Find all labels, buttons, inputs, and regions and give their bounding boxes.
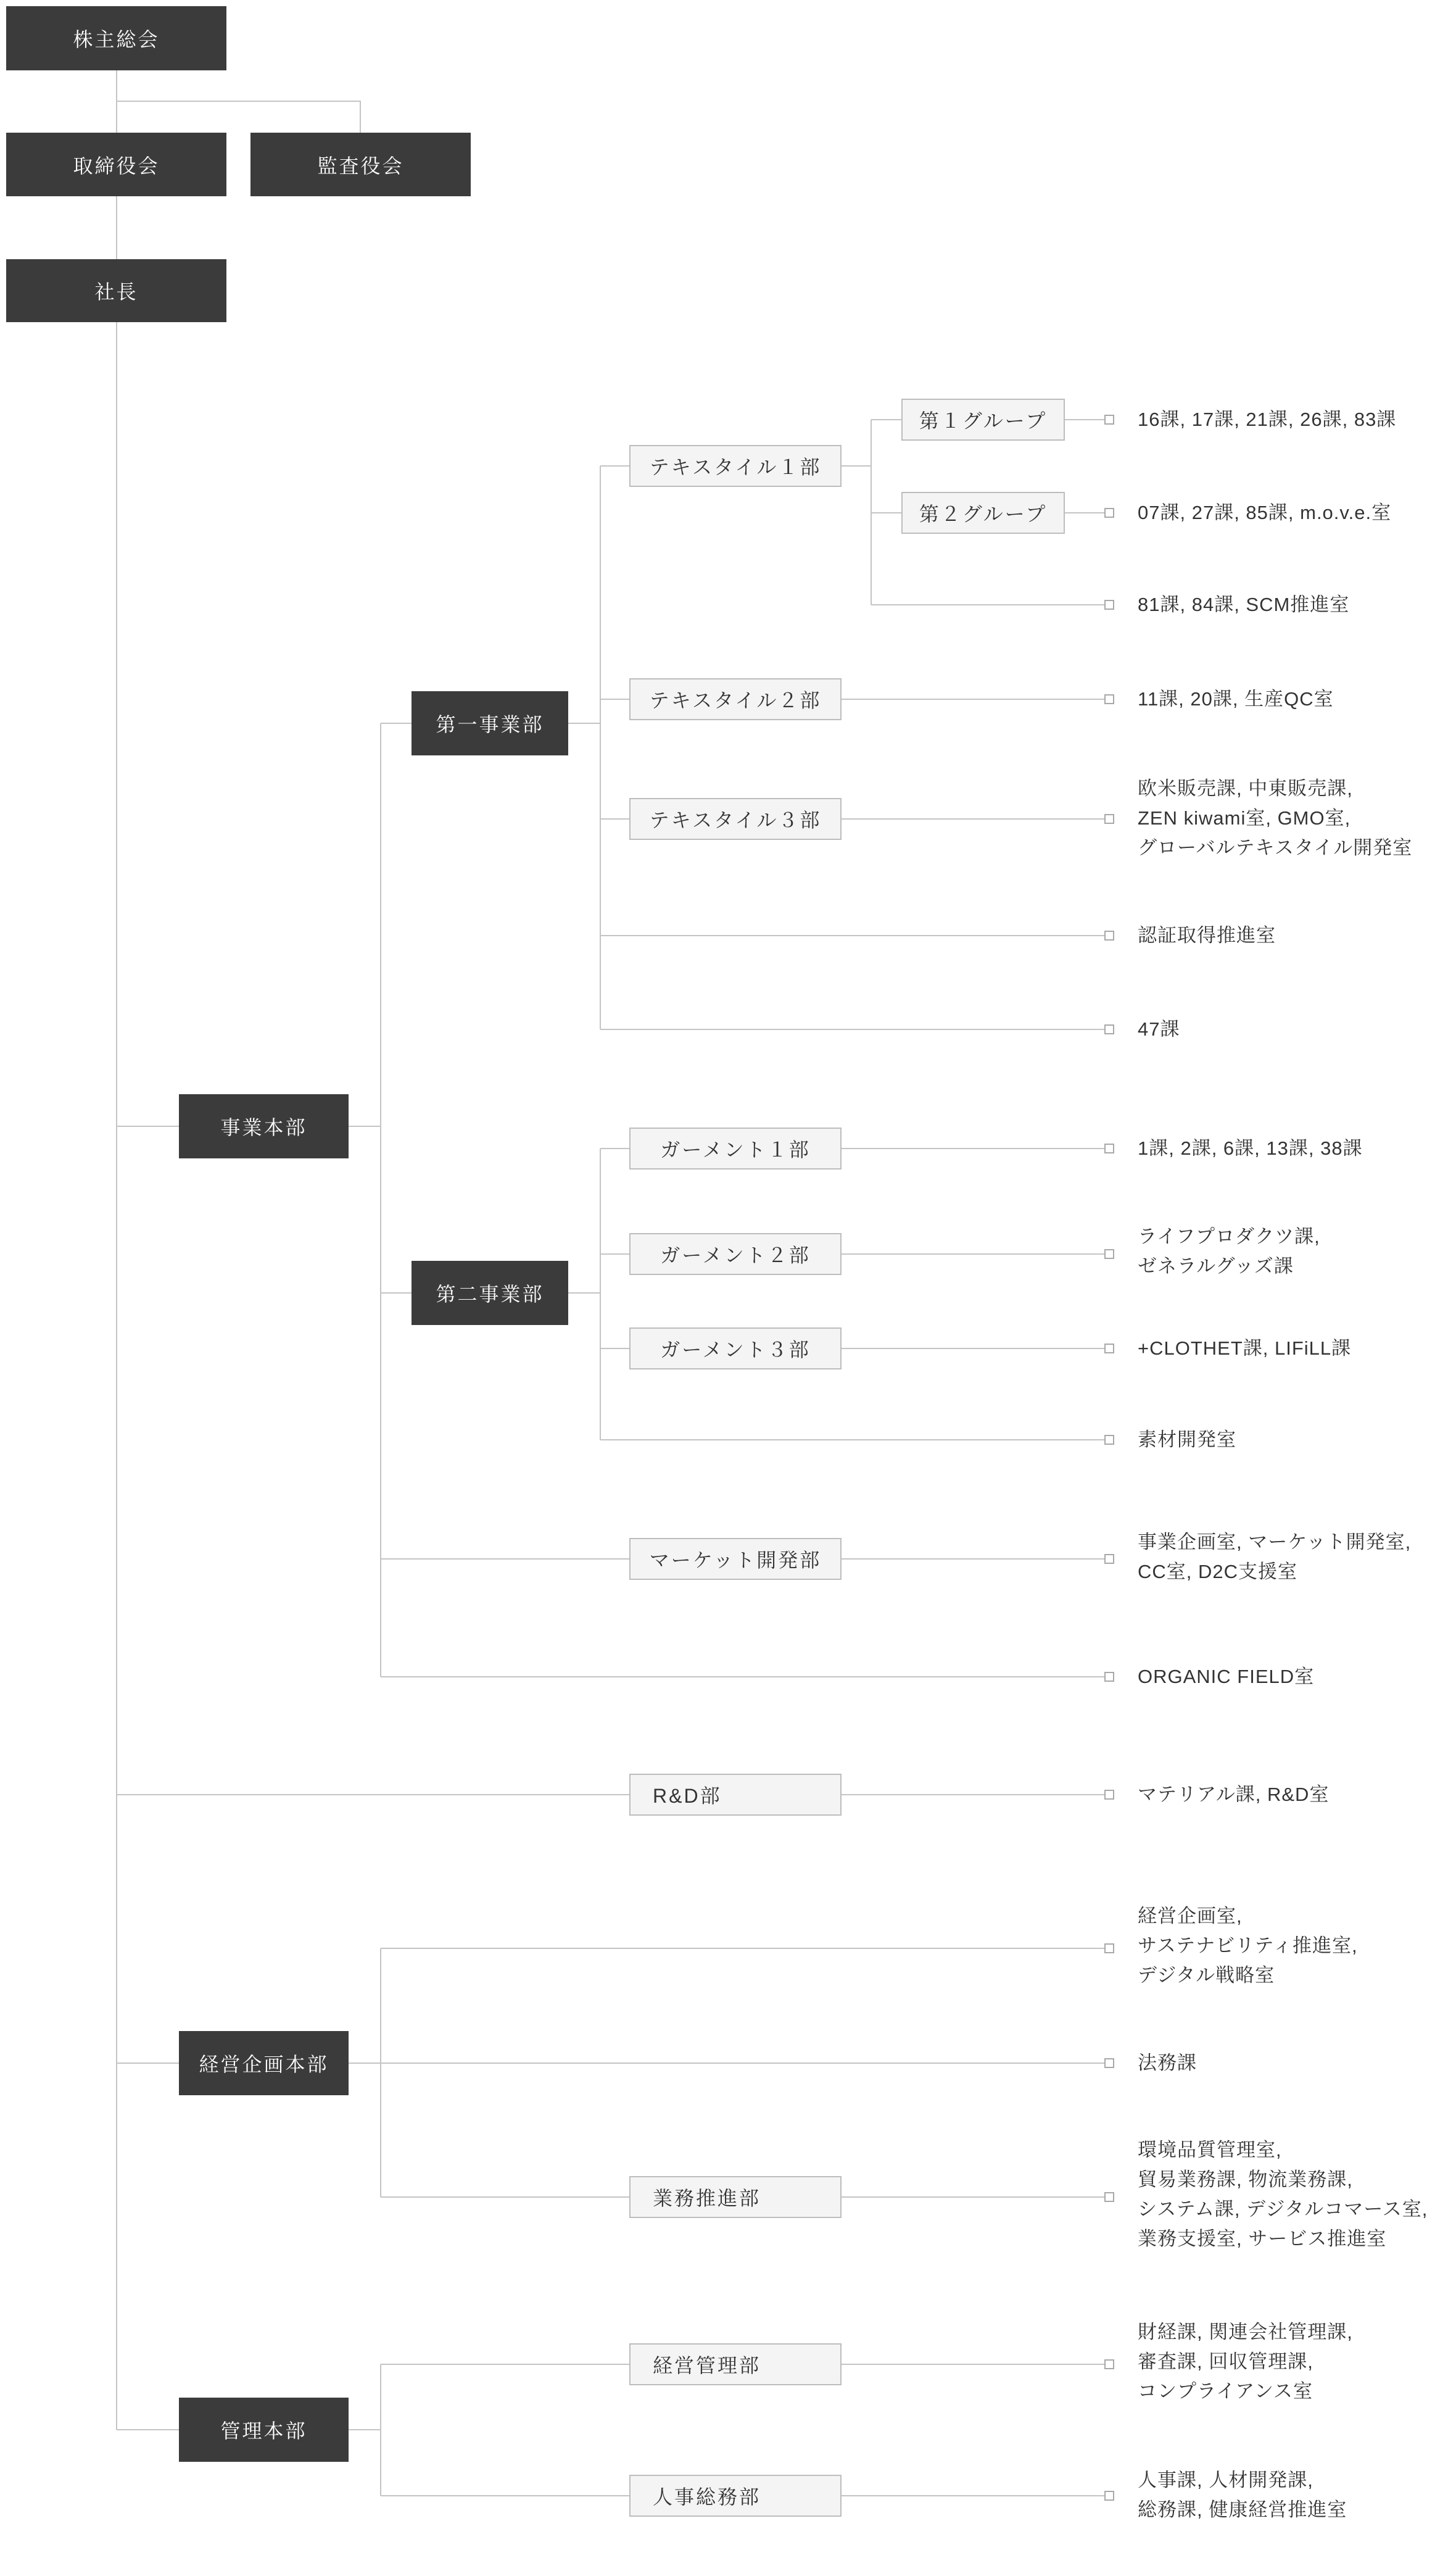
hr-general-affairs-dept-box [629,2475,842,2517]
garment-2-sections-line-2: ゼネラルグッズ課 [1138,1255,1294,1277]
hr-general-affairs-dept-label: 人事総務部 [653,2486,761,2508]
garment-3-dept-label: ガーメント３部 [660,1339,811,1361]
textile-2-sections: 11課, 20課, 生産QC室 [1138,688,1334,710]
president-label: 社長 [94,281,138,303]
garment-1-sections: 1課, 2課, 6課, 13課, 38課 [1138,1137,1363,1159]
ops-sections-line-1: 環境品質管理室, [1138,2139,1282,2161]
business-mgmt-dept-box [629,2343,842,2385]
business-division-label: 事業本部 [220,1116,307,1139]
material-dev-office: 素材開発室 [1138,1429,1236,1450]
market-dev-dept-label: マーケット開発部 [649,1549,822,1571]
planning-sections-line-3: デジタル戦略室 [1138,1964,1275,1986]
group-1-box [901,399,1065,441]
garment-3-dept-box [629,1327,842,1369]
textile-1-direct-sections: 81課, 84課, SCM推進室 [1138,594,1350,615]
planning-division-label: 経営企画本部 [199,2053,329,2075]
garment-2-dept-box [629,1233,842,1275]
garment-1-dept-label: ガーメント１部 [660,1139,811,1161]
textile-3-sections-line-3: グローバルテキスタイル開発室 [1138,837,1413,858]
garment-2-sections-line-1: ライフプロダクツ課, [1138,1226,1320,1247]
ops-promotion-dept-label: 業務推進部 [653,2187,761,2209]
hr-sections-line-1: 人事課, 人材開発課, [1138,2469,1313,2491]
shareholders-meeting-box [6,6,226,70]
business-division-box [179,1094,349,1158]
ops-sections-line-3: システム課, デジタルコマース室, [1138,2198,1428,2220]
planning-sections-line-1: 経営企画室, [1138,1905,1243,1927]
shareholders-meeting-label: 株主総会 [73,28,160,51]
admin-division-label: 管理本部 [220,2420,307,2442]
textile-1-dept-box [629,445,842,487]
business-mgmt-dept-label: 経営管理部 [653,2354,761,2377]
second-business-unit-box [412,1261,568,1325]
ops-sections-line-2: 貿易業務課, 物流業務課, [1138,2169,1353,2190]
board-of-directors-box [6,133,226,196]
board-of-directors-label: 取締役会 [73,154,160,177]
section-47: 47課 [1138,1018,1180,1040]
market-dev-sections-line-1: 事業企画室, マーケット開発室, [1138,1531,1412,1553]
garment-3-sections: +CLOTHET課, LIFiLL課 [1138,1337,1352,1359]
group-2-box [901,492,1065,534]
second-business-unit-label: 第二事業部 [436,1283,544,1305]
admin-division-box [179,2398,349,2462]
president-box [6,259,226,322]
first-business-unit-label: 第一事業部 [436,713,544,736]
rnd-sections: マテリアル課, R&D室 [1138,1784,1330,1805]
rnd-dept-box [629,1774,842,1816]
group-1-label: 第１グループ [919,410,1048,432]
textile-3-dept-box [629,798,842,840]
ops-sections-line-4: 業務支援室, サービス推進室 [1138,2228,1387,2250]
audit-board-box [250,133,471,196]
planning-sections-line-2: サステナビリティ推進室, [1138,1935,1358,1956]
garment-1-dept-box [629,1128,842,1169]
textile-2-dept-box [629,678,842,720]
audit-board-label: 監査役会 [317,154,404,177]
mgmt-sections-line-1: 財経課, 関連会社管理課, [1138,2321,1353,2343]
market-dev-dept-box [629,1538,842,1580]
textile-3-sections-line-1: 欧米販売課, 中東販売課, [1138,778,1353,799]
first-business-unit-box [412,691,568,755]
textile-2-dept-label: テキスタイル２部 [649,689,822,712]
rnd-dept-label: R&D部 [653,1785,722,1807]
hr-sections-line-2: 総務課, 健康経営推進室 [1138,2499,1347,2520]
mgmt-sections-line-3: コンプライアンス室 [1138,2380,1313,2402]
ops-promotion-dept-box [629,2176,842,2218]
market-dev-sections-line-2: CC室, D2C支援室 [1138,1561,1298,1582]
textile-3-dept-label: テキスタイル３部 [649,809,822,831]
group-2-sections: 07課, 27課, 85課, m.o.v.e.室 [1138,502,1392,523]
certification-office: 認証取得推進室 [1138,924,1276,946]
planning-division-box [179,2031,349,2095]
organic-field-office: ORGANIC FIELD室 [1138,1666,1315,1687]
textile-3-sections-line-2: ZEN kiwami室, GMO室, [1138,807,1351,829]
legal-section: 法務課 [1138,2052,1197,2074]
garment-2-dept-label: ガーメント２部 [660,1244,811,1266]
group-2-label: 第２グループ [919,503,1048,525]
mgmt-sections-line-2: 審査課, 回収管理課, [1138,2351,1313,2372]
group-1-sections: 16課, 17課, 21課, 26課, 83課 [1138,409,1397,430]
textile-1-dept-label: テキスタイル１部 [649,456,822,478]
